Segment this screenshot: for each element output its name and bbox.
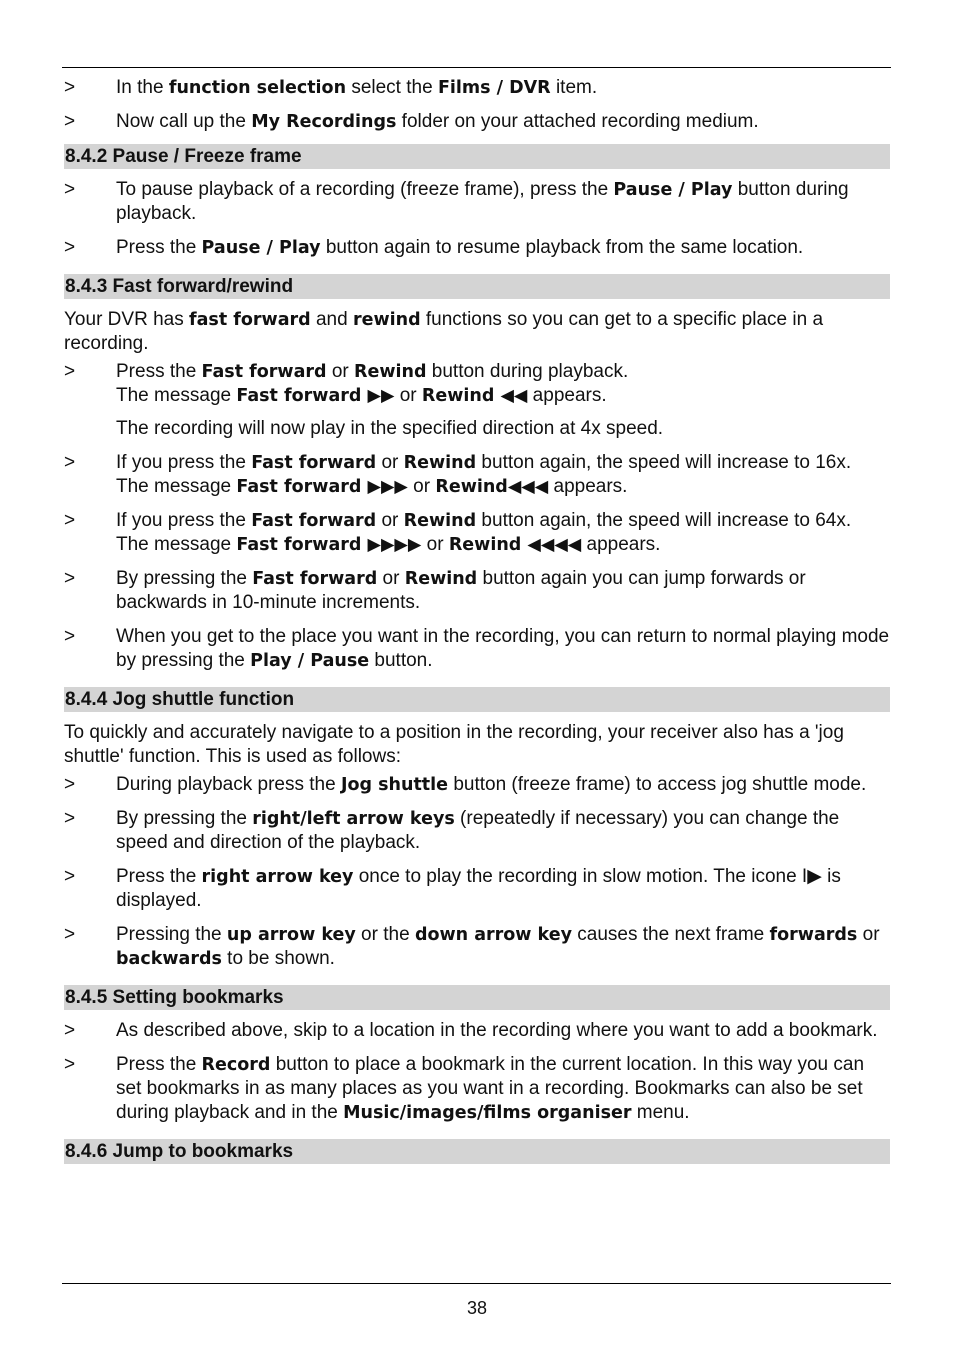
item-paragraph [116, 236, 890, 260]
text-run: causes the next frame [572, 924, 770, 945]
item-paragraph [116, 76, 890, 100]
bold-term: forwards [769, 925, 858, 945]
text-run: functions so you can get to a specific place in a recording. [64, 309, 824, 354]
text-run: button during playback. [426, 361, 629, 382]
page-content [64, 76, 890, 1173]
bullet-marker: > [64, 1054, 76, 1075]
text-run: select the [346, 77, 438, 98]
text-run: or [407, 476, 436, 497]
bullet-marker: > [64, 626, 76, 647]
bold-term: Fast forward ▶▶▶▶ [236, 535, 422, 555]
text-run: or [857, 924, 880, 945]
bold-term: fast forward [188, 310, 311, 330]
text-run: To quickly and accurately navigate to a position in the recording, your receiver also has a 'jog shuttle' function. This is used as follows: [64, 722, 844, 767]
text-run: button (freeze frame) to access jog shuttle mode. [448, 774, 867, 795]
bold-term: Fast forward [251, 511, 377, 531]
item-paragraph [116, 384, 890, 408]
text-run: folder on your attached recording medium. [396, 111, 759, 132]
bold-term: Record [201, 1055, 271, 1075]
item-paragraph [116, 417, 890, 441]
item-paragraph [116, 1019, 890, 1043]
text-run: appears. [548, 476, 628, 497]
bullet-marker: > [64, 808, 76, 829]
item-paragraph [116, 865, 890, 913]
item-paragraph [116, 451, 890, 475]
bold-term: Music/images/films organiser [343, 1103, 632, 1123]
bold-term: backwards [116, 949, 222, 969]
instruction-item [64, 807, 890, 855]
bold-term: Fast forward [252, 569, 378, 589]
bold-term: Rewind [404, 569, 478, 589]
text-run: To pause playback of a recording (freeze frame), press the [116, 179, 614, 200]
bold-term: Pause / Play [201, 238, 321, 258]
section-heading: 8.4.3 Fast forward/rewind [64, 274, 890, 299]
text-run: button again, the speed will increase to 64x. [476, 510, 852, 531]
text-run: Press the [116, 866, 202, 887]
item-paragraph [116, 475, 890, 499]
text-run: or the [355, 924, 415, 945]
bold-term: right arrow key [201, 867, 354, 887]
text-run: (repeatedly if necessary) you can change the speed and direction of the playback. [116, 808, 840, 853]
instruction-item [64, 567, 890, 615]
bold-term: Fast forward ▶▶ [236, 386, 395, 406]
bold-term: Rewind [403, 453, 477, 473]
section-heading: 8.4.5 Setting bookmarks [64, 985, 890, 1010]
text-run: By pressing the [116, 808, 253, 829]
instruction-item [64, 236, 890, 260]
text-run: Your DVR has [64, 309, 189, 330]
bold-term: Fast forward [251, 453, 377, 473]
bold-term: Rewind◀◀◀ [435, 477, 549, 497]
body-paragraph [64, 721, 890, 769]
bullet-marker: > [64, 510, 76, 531]
bullet-marker: > [64, 452, 76, 473]
instruction-item [64, 178, 890, 226]
section-heading: 8.4.4 Jog shuttle function [64, 687, 890, 712]
text-run: The message [116, 534, 237, 555]
item-paragraph [116, 509, 890, 533]
section-heading: 8.4.6 Jump to bookmarks [64, 1139, 890, 1164]
bullet-marker: > [64, 568, 76, 589]
text-run: When you get to the place you want in the recording, you can return to normal playing mode by pressing the [116, 626, 890, 671]
top-rule [62, 67, 891, 68]
text-run: By pressing the [116, 568, 253, 589]
text-run: once to play the recording in slow motion. The icone I▶ is displayed. [116, 866, 841, 911]
text-run: button again, the speed will increase to 16x. [476, 452, 852, 473]
bullet-marker: > [64, 179, 76, 200]
text-run: item. [550, 77, 598, 98]
text-run: If you press the [116, 510, 252, 531]
text-run: The recording will now play in the specified direction at 4x speed. [116, 418, 664, 439]
text-run: button. [369, 650, 433, 671]
page-number: 38 [466, 1298, 488, 1318]
text-run: Press the [116, 1054, 202, 1075]
bold-term: Rewind [403, 511, 477, 531]
text-run: Press the [116, 361, 202, 382]
item-paragraph [116, 567, 890, 615]
text-run: or [421, 534, 449, 555]
text-run: or [377, 568, 405, 589]
instruction-item [64, 1019, 890, 1043]
instruction-item [64, 1053, 890, 1125]
item-paragraph [116, 110, 890, 134]
bottom-rule [62, 1283, 891, 1284]
text-run: or [394, 385, 422, 406]
item-paragraph [116, 1053, 890, 1125]
section-heading: 8.4.2 Pause / Freeze frame [64, 144, 890, 169]
text-run: During playback press the [116, 774, 341, 795]
instruction-item [64, 509, 890, 557]
bold-term: Pause / Play [613, 180, 733, 200]
bold-term: function selection [168, 78, 347, 98]
bullet-marker: > [64, 866, 76, 887]
bullet-marker: > [64, 361, 76, 382]
item-paragraph [116, 807, 890, 855]
text-run: button again to resume playback from the same location. [320, 237, 804, 258]
bold-term: Fast forward ▶▶▶ [236, 477, 408, 497]
text-run: The message [116, 385, 237, 406]
instruction-item [64, 865, 890, 913]
text-run: appears. [581, 534, 661, 555]
bold-term: right/left arrow keys [252, 809, 455, 829]
instruction-item [64, 110, 890, 134]
bullet-marker: > [64, 924, 76, 945]
bullet-marker: > [64, 111, 76, 132]
bold-term: rewind [352, 310, 421, 330]
item-paragraph [116, 923, 890, 971]
text-run: button again you can jump forwards or backwards in 10-minute increments. [116, 568, 806, 613]
text-run: or [326, 361, 355, 382]
text-run: appears. [527, 385, 607, 406]
item-paragraph [116, 178, 890, 226]
item-paragraph [116, 773, 890, 797]
text-run: to be shown. [221, 948, 335, 969]
bold-term: Play / Pause [250, 651, 370, 671]
bullet-marker: > [64, 237, 76, 258]
bold-term: Rewind ◀◀◀◀ [448, 535, 582, 555]
item-paragraph [116, 533, 890, 557]
instruction-item [64, 76, 890, 100]
text-run: In the [116, 77, 169, 98]
body-paragraph [64, 308, 890, 356]
text-run: Press the [116, 237, 202, 258]
bullet-marker: > [64, 1020, 76, 1041]
bullet-marker: > [64, 774, 76, 795]
instruction-item [64, 451, 890, 499]
text-run: Pressing the [116, 924, 227, 945]
text-run: As described above, skip to a location in the recording where you want to add a bookmark. [116, 1020, 878, 1041]
bold-term: Fast forward [201, 362, 327, 382]
text-run: button to place a bookmark in the current location. In this way you can set bookmarks in as many places as you want in a recording. Bookmarks can also be set during playback and in the [116, 1054, 865, 1123]
bold-term: down arrow key [414, 925, 573, 945]
item-paragraph [116, 625, 890, 673]
text-run: The message [116, 476, 237, 497]
text-run: Now call up the [116, 111, 252, 132]
text-run: or [376, 452, 404, 473]
instruction-item [64, 625, 890, 673]
bullet-marker: > [64, 77, 76, 98]
item-paragraph [116, 360, 890, 384]
bold-term: up arrow key [226, 925, 356, 945]
text-run: or [376, 510, 404, 531]
text-run: and [310, 309, 353, 330]
text-run: menu. [631, 1102, 690, 1123]
bold-term: My Recordings [251, 112, 397, 132]
text-run: If you press the [116, 452, 252, 473]
bold-term: Films / DVR [437, 78, 551, 98]
instruction-item [64, 360, 890, 441]
bold-term: Rewind ◀◀ [421, 386, 528, 406]
bold-term: Rewind [354, 362, 427, 382]
instruction-item [64, 923, 890, 971]
instruction-item [64, 773, 890, 797]
text-run: button during playback. [116, 179, 849, 224]
bold-term: Jog shuttle [340, 775, 449, 795]
